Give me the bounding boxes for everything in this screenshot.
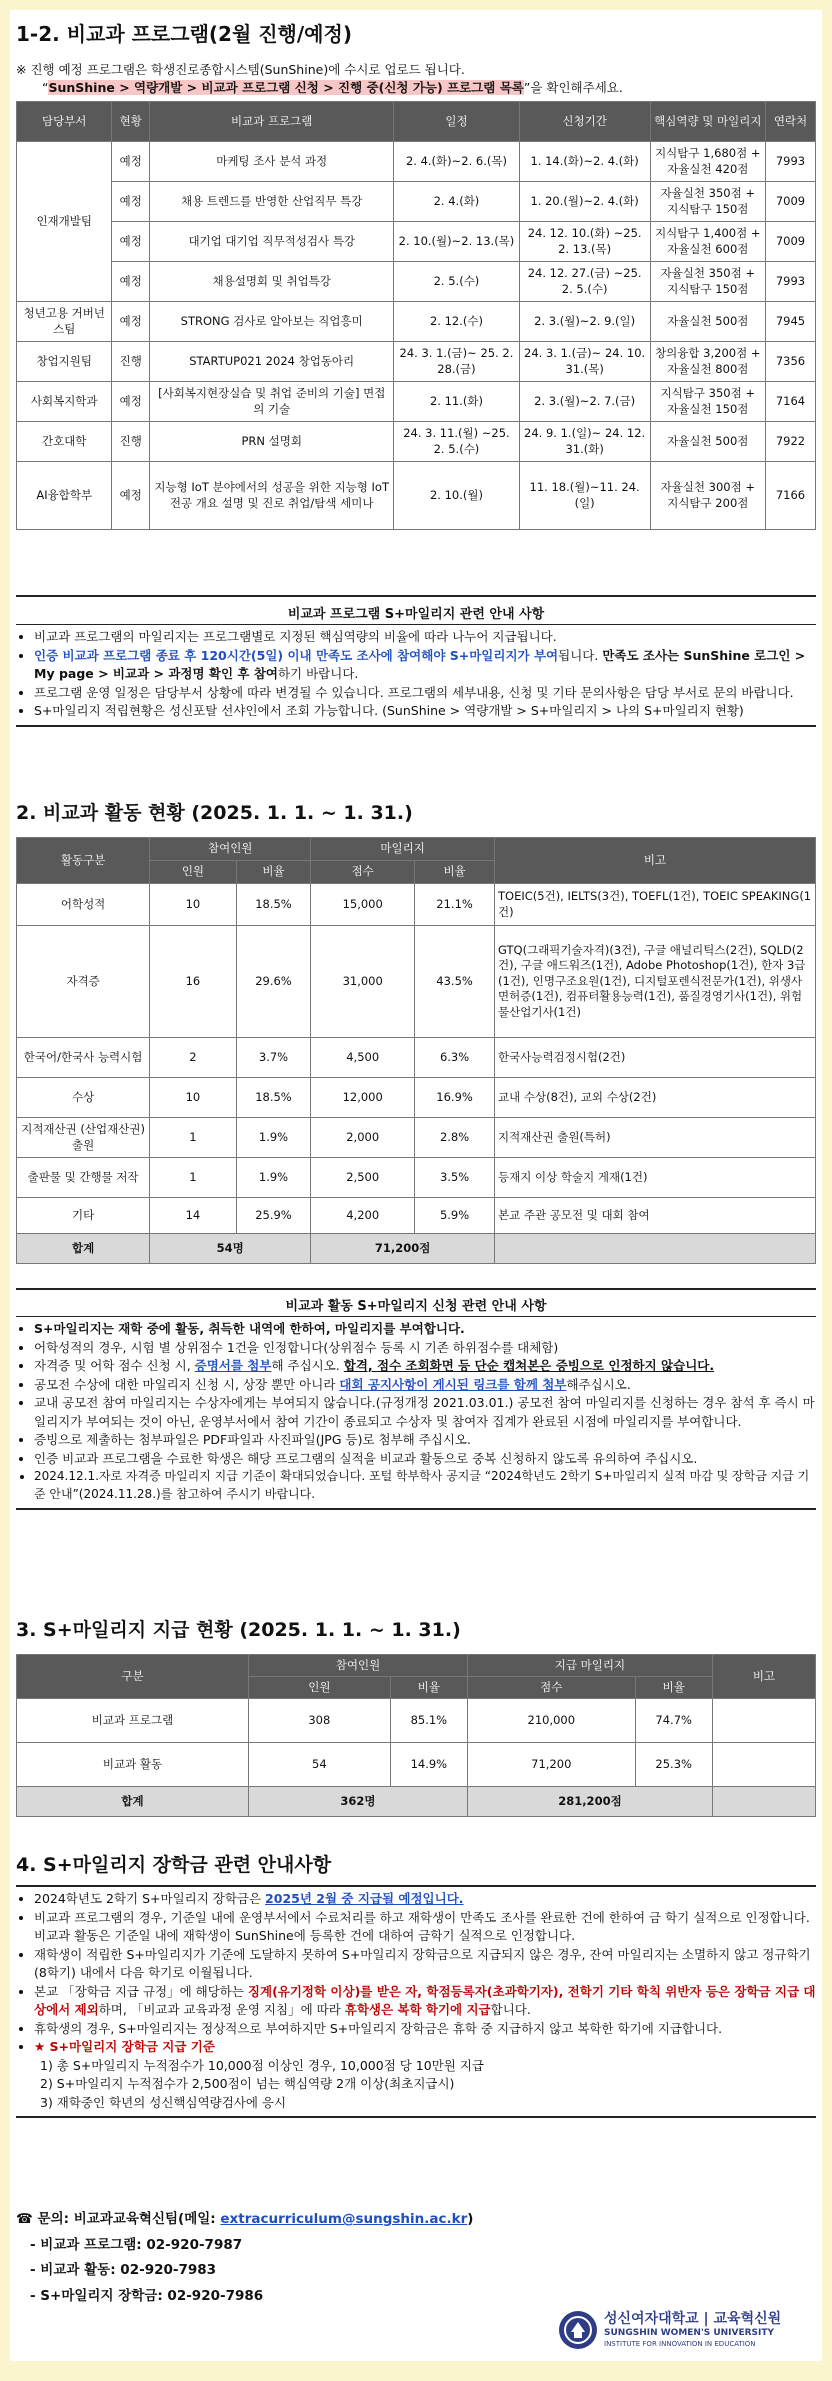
table-row: 자격증 16 29.6% 31,000 43.5% GTQ(그래픽기술자격)(3건), 구글 애널리틱스(2건), SQLD(2건), 구글 애드워즈(1건), Adobe Photoshop(1건), 한자 3급(1건), 인명구조요원(1건), 디지털포렌식전문가(1건), 위생사 면허증(1건), 컴퓨터활용능력(1건), 품질경영기사(1건), 위험물산업기사(1건) xyxy=(17,926,816,1038)
table-row: 어학성적 10 18.5% 15,000 21.1% TOEIC(5건), IELTS(3건), TOEFL(1건), TOEIC SPEAKING(1건) xyxy=(17,884,816,926)
section-1-title: 1-2. 비교과 프로그램(2월 진행/예정) xyxy=(16,22,352,46)
contact-line: - 비교과 프로그램: 02-920-7987 xyxy=(30,2236,243,2253)
criteria-item: 1) 총 S+마일리지 누적점수가 10,000점 이상인 경우, 10,000점 당 10만원 지급 xyxy=(40,2057,484,2073)
activity-notice-title: 비교과 활동 S+마일리지 신청 관련 안내 사항 xyxy=(285,1299,547,1314)
table-row: 출판물 및 간행물 저작 1 1.9% 2,500 3.5% 등재지 이상 학술지 게재(1건) xyxy=(17,1158,816,1198)
list-item: • S+마일리지 적립현황은 성신포탈 선샤인에서 조회 가능합니다. (SunShine > 역량개발 > S+마일리지 > 나의 S+마일리지 현황) xyxy=(34,702,816,721)
criteria-item: 3) 재학중인 학년의 성신핵심역량검사에 응시 xyxy=(40,2094,287,2110)
contact-line: - 비교과 활동: 02-920-7983 xyxy=(30,2262,217,2279)
emblem-icon xyxy=(558,2310,598,2350)
contact-block: ☎ 문의: 비교과교육혁신팀(메일: extracurriculum@sungshin.ac.kr) - 비교과 프로그램: 02-920-7987 - 비교과 활동: 02-920-7983 - S+마일리지 장학금: 02-920-7986 xyxy=(16,2207,536,2310)
table-row: 비교과 활동 54 14.9% 71,200 25.3% xyxy=(17,1743,816,1787)
section-4-title: 4. S+마일리지 장학금 관련 안내사항 xyxy=(16,1854,332,1876)
list-item: • 비교과 프로그램의 경우, 기준일 내에 운영부서에서 수료처리를 하고 재학생이 만족도 조사를 완료한 건에 한하여 금 학기 실적으로 인정합니다. 비교과 활동은 기준일 내에 재학생이 SunShine에 등록한 건에 대하여 금학기 실적으로 인정합니다. xyxy=(34,1909,816,1946)
list-item: • 휴학생의 경우, S+마일리지는 정상적으로 부여하지만 S+마일리지 장학금은 휴학 중 지급하지 않고 복학한 학기에 지급합니다. xyxy=(34,2020,816,2039)
section-4 xyxy=(16,1850,816,2118)
table-total-row: 합계 362명 281,200점 xyxy=(17,1787,816,1817)
list-item: • 어학성적의 경우, 시험 별 상위점수 1건을 인정합니다(상위점수 등록 시 기존 하위점수를 대체함) xyxy=(34,1339,816,1358)
section-2-title: 2. 비교과 활동 현황 (2025. 1. 1. ~ 1. 31.) xyxy=(16,802,413,824)
list-item: • 인증 비교과 프로그램을 수료한 학생은 해당 프로그램의 실적을 비교과 활동으로 중복 신청하지 않도록 유의하여 주십시오. xyxy=(34,1450,816,1469)
mileage-table: 구분 참여인원 지급 마일리지 비고 인원 비율 점수 비율 비교과 프로그램 308 85.1% 210,000 74.7% 비교과 활동 54 14.9% 71,200 25.3% 합계 362명 281,200점 xyxy=(16,1654,816,1817)
list-item: • S+마일리지는 재학 중에 활동, 취득한 내역에 한하여, 마일리지를 부여합니다. xyxy=(34,1320,816,1339)
list-item: • 교내 공모전 참여 마일리지는 수상자에게는 부여되지 않습니다.(규정개정 2021.03.01.) 공모전 참여 마일리지를 신청하는 경우 참석 후 즉시 마일리지가 부여되는 것이 아닌, 운영부서에서 참여 기간이 종료되고 수상자 및 참여자 집계가 완료된 시점에 마일리지를 부여합니다. xyxy=(34,1394,816,1431)
table-row: 예정 대기업 대기업 직무적성검사 특강 2. 10.(월)~2. 13.(목) 24. 12. 10.(화) ~25. 2. 13.(목) 지식탐구 1,400점 + 자율실천 600점 7009 xyxy=(17,222,816,262)
program-table-header: 담당부서 현황 비교과 프로그램 일정 신청기간 핵심역량 및 마일리지 연락처 xyxy=(17,102,816,142)
list-item: • 2024학년도 2학기 S+마일리지 장학금은 2025년 2월 중 지급될 예정입니다. xyxy=(34,1890,816,1909)
list-item: • 재학생이 적립한 S+마일리지가 기준에 도달하지 못하여 S+마일리지 장학금으로 지급되지 않은 경우, 잔여 마일리지는 소멸하지 않고 정규학기(8학기) 내에서 다음 학기로 이월됩니다. xyxy=(34,1946,816,1983)
activity-notice xyxy=(16,1288,816,1510)
table-row: 예정 채용 트렌드를 반영한 산업직무 특강 2. 4.(화) 1. 20.(월)~2. 4.(화) 자율실천 350점 + 지식탐구 150점 7009 xyxy=(17,182,816,222)
table-row: 비교과 프로그램 308 85.1% 210,000 74.7% xyxy=(17,1699,816,1743)
section-1 xyxy=(16,18,816,530)
table-row: 수상 10 18.5% 12,000 16.9% 교내 수상(8건), 교외 수상(2건) xyxy=(17,1078,816,1118)
list-item: • 비교과 프로그램의 마일리지는 프로그램별로 지정된 핵심역량의 비율에 따라 나누어 지급됩니다. xyxy=(34,628,816,647)
table-row: 예정 채용설명회 및 취업특강 2. 5.(수) 24. 12. 27.(금) ~25. 2. 5.(수) 자율실천 350점 + 지식탐구 150점 7993 xyxy=(17,262,816,302)
table-row: 기타 14 25.9% 4,200 5.9% 본교 주관 공모전 및 대회 참여 xyxy=(17,1198,816,1234)
table-row: 사회복지학과 예정 [사회복지현장실습 및 취업 준비의 기술] 면접의 기술 2. 11.(화) 2. 3.(월)~2. 7.(금) 지식탐구 350점 + 자율실천 150점 7164 xyxy=(17,382,816,422)
scholarship-criteria-title: ★ S+마일리지 장학금 지급 기준 xyxy=(34,2039,215,2054)
section-1-note: ※ 진행 예정 프로그램은 학생진로종합시스템(SunShine)에 수시로 업로드 됩니다. “SunShine > 역량개발 > 비교과 프로그램 신청 > 진행 중(신청 가능) 프로그램 목록”을 확인해주세요. xyxy=(16,62,623,96)
program-notice xyxy=(16,595,816,727)
table-row: 창업지원팀 진행 STARTUP021 2024 창업동아리 24. 3. 1.(금)~ 25. 2. 28.(금) 24. 3. 1.(금)~ 24. 10. 31.(목) 창의융합 3,200점 + 자율실천 800점 7356 xyxy=(17,342,816,382)
contact-line: - S+마일리지 장학금: 02-920-7986 xyxy=(30,2287,264,2304)
section-2 xyxy=(16,798,816,1264)
list-item: • 2024.12.1.자로 자격증 마일리지 지급 기준이 확대되었습니다. 포털 학부학사 공지글 “2024학년도 2학기 S+마일리지 실적 마감 및 장학금 지급 기준 안내”(2024.11.28.)를 참고하여 주시기 바랍니다. xyxy=(34,1468,816,1504)
newsletter-page xyxy=(10,10,822,2361)
table-row: 지적재산권 (산업재산권)출원 1 1.9% 2,000 2.8% 지적재산권 출원(특허) xyxy=(17,1118,816,1158)
university-logo: 성신여자대학교 | 교육혁신원 SUNGSHIN WOMEN'S UNIVERSITY INSTITUTE FOR INNOVATION IN EDUCATION xyxy=(558,2306,818,2354)
phone-icon: ☎ xyxy=(16,2211,33,2227)
activity-table: 활동구분 참여인원 마일리지 비고 인원 비율 점수 비율 어학성적 10 18.5% 15,000 21.1% TOEIC(5건), IELTS(3건), TOEFL(1건), TOEIC SPEAKING(1건) 자격증 16 29.6% 31,000 43.5% GTQ(그래픽기술자격)(3건), 구글 애널리틱스(2건), SQLD(2건), 구글 애드워즈(1건), Adobe Photoshop(1건), 한자 3급(1건), 인명구조요원(1건), 디지털포렌식전문가(1건), 위생사 면허증(1건), 컴퓨터활용능력(1건), 품질경영기사(1건), 위험물산업기사(1건) 한국어/한국사 능력시험 2 3.7% 4,500 6.3% 한국사능력검정시험(2건) 수상 10 18.5% 12,000 16.9% 교내 수상(8건), 교외 수상(2건) 지적재산권 (산업재산권)출원 1 1.9% 2,000 2.8% 지적재산권 출원(특허) 출판물 및 간행물 저작 1 1.9% 2,500 3.5% 등재지 이상 학술지 게재(1건) 기타 14 25.9% 4,200 5.9% 본교 주관 공모전 및 대회 참여 합계 54명 71,200점 xyxy=(16,837,816,1264)
list-item xyxy=(34,2038,816,2112)
program-table xyxy=(16,101,816,530)
criteria-item: 2) S+마일리지 누적점수가 2,500점이 넘는 핵심역량 2개 이상(최초지급시) xyxy=(40,2076,455,2091)
list-item: • 증빙으로 제출하는 첨부파일은 PDF파일과 사진파일(JPG 등)로 첨부해 주십시오. xyxy=(34,1431,816,1450)
table-row: 인재개발팀 예정 마케팅 조사 분석 과정 2. 4.(화)~2. 6.(목) 1. 14.(화)~2. 4.(화) 지식탐구 1,680점 + 자율실천 420점 7993 xyxy=(17,142,816,182)
contact-email-link[interactable]: extracurriculum@sungshin.ac.kr xyxy=(220,2211,468,2227)
list-item: • 본교 「장학금 지급 규정」에 해당하는 징계(유기정학 이상)를 받은 자, 학점등록자(초과학기자), 전학기 기타 학칙 위반자 등은 장학금 지급 대상에서 제외하며, 「비교과 교육과정 운영 지침」에 따라 휴학생은 복학 학기에 지급합니다. xyxy=(34,1983,816,2020)
list-item: • 프로그램 운영 일정은 담당부서 상황에 따라 변경될 수 있습니다. 프로그램의 세부내용, 신청 및 기타 문의사항은 담당 부서로 문의 바랍니다. xyxy=(34,684,816,703)
list-item: • 인증 비교과 프로그램 종료 후 120시간(5일) 이내 만족도 조사에 참여해야 S+마일리지가 부여됩니다. 만족도 조사는 SunShine 로그인 > My page > 비교과 > 과정명 확인 후 참여하기 바랍니다. xyxy=(34,647,816,684)
program-notice-title: 비교과 프로그램 S+마일리지 관련 안내 사항 xyxy=(287,607,545,622)
sunshine-path: SunShine > 역량개발 > 비교과 프로그램 신청 > 진행 중(신청 가능) 프로그램 목록 xyxy=(48,80,524,96)
table-row: 간호대학 진행 PRN 설명회 24. 3. 11.(월) ~25. 2. 5.(수) 24. 9. 1.(일)~ 24. 12. 31.(화) 자율실천 500점 7922 xyxy=(17,422,816,462)
section-3-title: 3. S+마일리지 지급 현황 (2025. 1. 1. ~ 1. 31.) xyxy=(16,1619,461,1641)
list-item: • 자격증 및 어학 점수 신청 시, 증명서를 첨부해 주십시오. 합격, 점수 조회화면 등 단순 캡쳐본은 증빙으로 인정하지 않습니다. xyxy=(34,1357,816,1376)
table-row: AI융합학부 예정 지능형 IoT 분야에서의 성공을 위한 지능형 IoT 전공 개요 설명 및 진로 취업/탐색 세미나 2. 10.(월) 11. 18.(월)~11. 24.(일) 자율실천 300점 + 지식탐구 200점 7166 xyxy=(17,462,816,530)
table-total-row: 합계 54명 71,200점 xyxy=(17,1234,816,1264)
table-row: 청년고용 거버넌스팀 예정 STRONG 검사로 알아보는 직업흥미 2. 12.(수) 2. 3.(월)~2. 9.(일) 자율실천 500점 7945 xyxy=(17,302,816,342)
section-3 xyxy=(16,1615,816,1817)
table-row: 한국어/한국사 능력시험 2 3.7% 4,500 6.3% 한국사능력검정시험(2건) xyxy=(17,1038,816,1078)
list-item: • 공모전 수상에 대한 마일리지 신청 시, 상장 뿐만 아니라 대회 공지사항이 게시된 링크를 함께 첨부해주십시오. xyxy=(34,1376,816,1395)
